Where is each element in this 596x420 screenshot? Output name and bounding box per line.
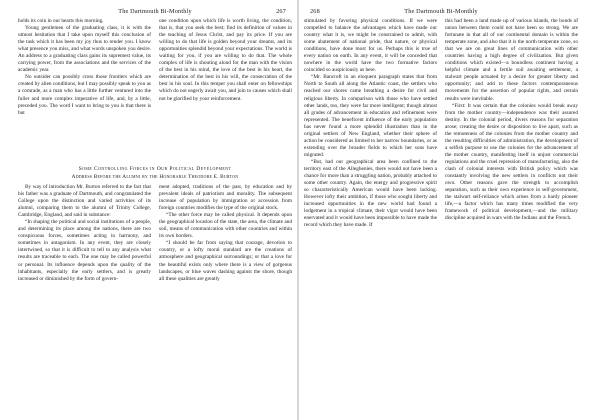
paragraph: stimulated by favoring physical conditions. If we were compelled to balance the advantages which have made our country what it is, we might be constrained to admit, with some abatement of national pride, that nature, or physical conditions, have done most for us. Perhaps this is true of every nation on earth. In any event, it will be conceded that nowhere in the world have the two formative factors coincided so auspiciously as here. [304, 18, 437, 74]
article-body [18, 184, 292, 283]
right-columns [304, 18, 578, 413]
paragraph: By way of introduction Mr. Burton referred to the fact that his father was a graduate of Dartmouth, and congratulated the College upon the distinction and varied activities of its alumni, comparing them to the alumni of Trinity College, Cambridge, England, and said in substance: [18, 184, 151, 219]
left-column-2-bottom [159, 184, 292, 283]
paragraph: No outsider can possibly cross those frontiers which are created by alien conditions, but I may possibly speak to you as a comrade, as a man who has a little further ventured into the fuller and more complex imperative of life, and, by a little, preceded you. The word I want to bring to you is that there is but [18, 74, 151, 116]
running-title: The Dartmouth Bi-Monthly [404, 8, 478, 15]
paragraph: “In shaping the political and social institutions of a people, and determining its place among the nations, there are two conspicuous forces, sometimes acting in harmony, and sometimes in antagonism. In any event, they are closely intertwined, so that it is difficult to tell to any analysis what results are traceable to each. The one may be called powerful or personal. Its influence depends upon the quality of the inhabitants, especially the early settlers, and is greatly increased or diminished by the form of govern- [18, 219, 151, 282]
paragraph: “But, had our geographical area been confined to the territory east of the Alleghenies, there would not have been a chance for more than a struggling nation, probably attached to some other country. Again, the energy and progressive spirit so characteristically American would have been lacking. However lofty their ambition, if those who sought liberty and increased opportunities in the new world had found a lodgement in a tropical climate, their vigor would have been enervated and it would have been impossible to have made the record which they have made. If [304, 158, 437, 229]
running-title: The Dartmouth Bi-Monthly [118, 8, 192, 15]
paragraph: holds its coin in our hearts this morning. [18, 18, 104, 24]
paragraph: “The other force may be called physical. It depends upon the geographical location of the state, the area, the climate and soil, means of communication with other countries and within its own borders. [159, 212, 292, 240]
paragraph: “I should be far from saying that courage, devotion to country, or a lofty moral standard are the creations of atmosphere and geographical surroundings; or that a love for the beautiful exists only where there is a view of gorgeous landscapes, or blue waves dashing against the shore, though all these qualities are greatly [159, 240, 292, 282]
right-page [298, 0, 596, 420]
page-number: 267 [276, 8, 286, 15]
paragraph: this had been a land made up of various islands, the bonds of union between them could not have been so strong. We are fortunate in that all of our continental domain is within the temperate zone, and also that it is the north temperate zone, so that we are on great lines of communication with other countries having a high degree of civilization. But given conditions which existed—a boundless continent having a helpful climate and a fertile soil awaiting settlement, a stalwart people actuated by a desire for greater liberty and opportunity; and add to these factors contemporaneous movements for the assertion of popular rights, and certain results were inevitable. [445, 18, 578, 102]
right-column-1 [304, 18, 437, 413]
paragraph: “Mr. Bancroft in an eloquent paragraph states that from North to South all along the Atlantic coast, the settlers who reached our shores came breathing a desire for civil and religious liberty. In comparison with those who have settled other lands, too, they were far more intelligent; though almost all grades of advancement in education and refinement were represented. The beneficent influence of the early population has never found a more splendid illustration than in the original settlers of New England, whether their sphere of action be considered as limited to her narrow boundaries, or as extending over the broader fields to which her sons have migrated. [304, 74, 437, 158]
left-column-1-bottom [18, 184, 151, 283]
right-column-2 [445, 18, 578, 413]
section-heading: Some Controlling Forces in Our Political Development [78, 166, 232, 172]
page-number: 268 [310, 8, 320, 15]
paragraph: Young gentlemen of the graduating class, it is with the utmost hesitation that I take upon myself this conclusion of the task which it has been my joy thus to render you. I know what presence you miss, and what words unspoken you desire. An address to a graduating class gains its supremest value, its carrying power, from the associations and the services of the academic year. [18, 25, 151, 74]
running-head-right [304, 6, 578, 18]
paragraph: one condition upon which life is worth living, the condition, that is, that you seek the best; find its definition of values in the teaching of Jesus Christ, and pay its price. If you are willing to do that life is golden beyond your dreams, and its opportunities splendid beyond your expectations. The world is waiting for you, if you are willing to do that. The whole complex of life is shouting aloud for the man with the vision of the best in his mind, the love of the best in his heart, the determination of the best in his will, the consecration of the best in his soul. In this temper you shall enter on fellowships which do not eagerly await you, and join to causes which shall not be glorified by your reinforcement. [159, 18, 292, 102]
paragraph: ment adopted, traditions of the past, by education and by prevalent ideals of patriotism and morality. The subsequent increase of population by immigration or accession from foreign countries modifies the type of the original stock. [159, 184, 292, 212]
new-article [0, 160, 298, 420]
paragraph: “First: It was certain that the colonies would break away from the mother country—independence was their assured destiny. In the colonial period, divers reasons for separation arose; creating the desire or disposition to live apart, such as the remoteness of the colonies from the mother country and the resulting difficulties of administration, the development of a selfish purpose to use the colonies for the advancement of the mother country, manifesting itself in unjust commercial regulations and the cruel repression of manufacturing, also the clash of colonial interests with British policy which was constantly involving the new settlers in conflicts not their own. Other reasons gave the strength to accomplish separation, such as their own experience in self-government, the stalwart self-reliance which arises from a hardy pioneer life,—a factor which has many times modified the very framework of political development,—and the military discipline acquired in wars with the Indians and the French. [445, 102, 578, 222]
running-head-left [18, 6, 292, 18]
byline: Address Before the Alumni by the Honorable Theodore E. Burton [71, 174, 239, 180]
